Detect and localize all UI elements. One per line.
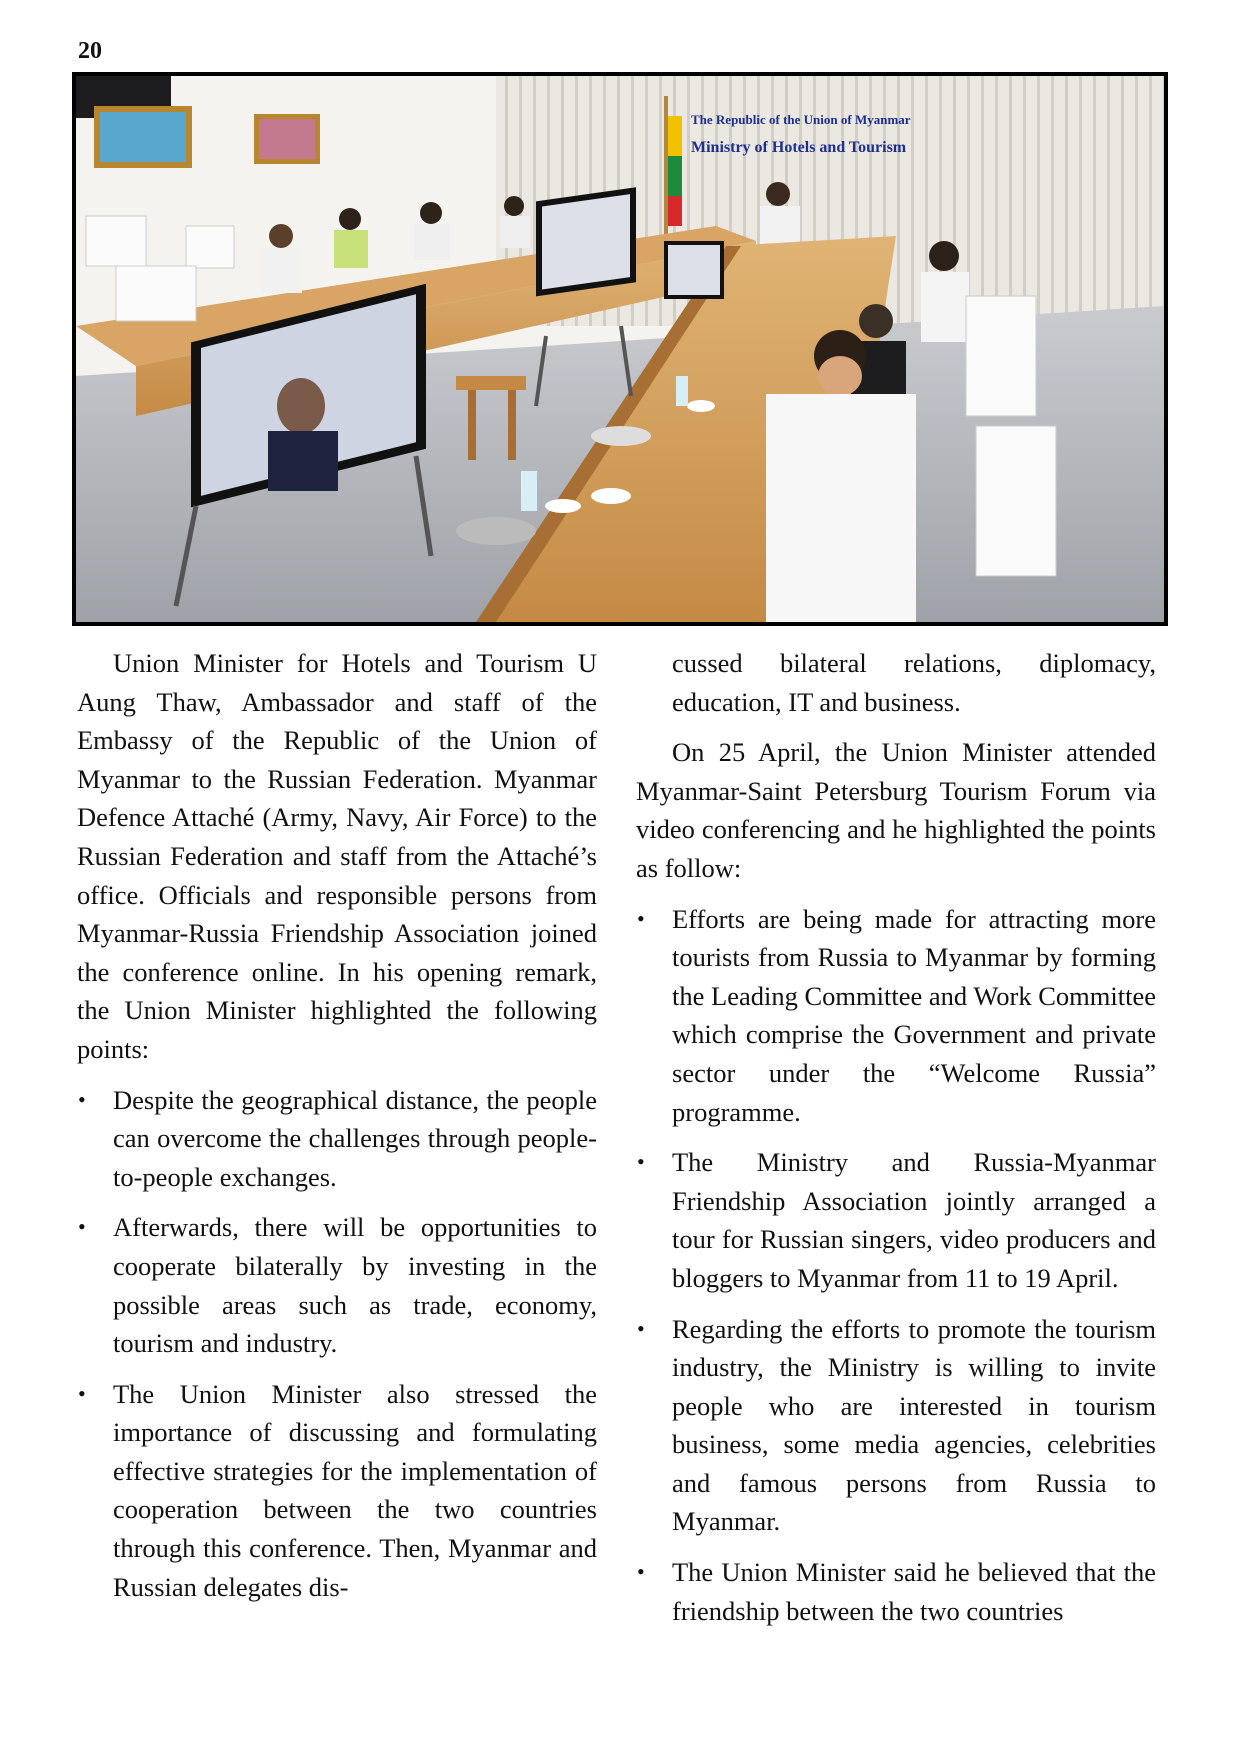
- list-item: [636, 1553, 1156, 1630]
- conference-room-illustration: [76, 76, 1164, 622]
- list-item: [636, 900, 1156, 1132]
- conference-photo: [72, 72, 1168, 626]
- forum-paragraph: On 25 April, the Union Minister attended Myanmar-Saint Petersburg Tourism Forum via video conferencing and he highlighted the points as follow:: [636, 737, 1156, 883]
- intro-paragraph: Union Minister for Hotels and Tourism U Aung Thaw, Ambassador and staff of the Embassy of the Republic of the Union of Myanmar to the Russian Federation. Myanmar Defence Attaché (Army, Navy, Air Force) to the Russian Federation and staff from the Attaché’s office. Officials and responsible persons from Myanmar-Russia Friendship Association joined the conference online. In his opening remark, the Union Minister highlighted the following points:: [77, 648, 597, 1064]
- bullet-icon: •: [78, 1380, 86, 1406]
- continuation-text: cussed bilateral relations, diplomacy, education, IT and business.: [672, 648, 1156, 717]
- sign-line-1: The Republic of the Union of Myanmar: [691, 112, 911, 127]
- list-item: [636, 1143, 1156, 1297]
- bullet-icon: •: [637, 1559, 645, 1585]
- bullet-icon: •: [637, 905, 645, 931]
- bullet-icon: •: [78, 1086, 86, 1112]
- list-item: [77, 1208, 597, 1362]
- right-column: [636, 644, 1156, 1642]
- forum-points: [636, 900, 1156, 1631]
- bullet-text: Afterwards, there will be opportunities to cooperate bilaterally by investing in the possible areas such as trade, economy, tourism and industry.: [113, 1212, 597, 1359]
- page-number: 20: [78, 38, 102, 64]
- left-column: [77, 644, 597, 1618]
- bullet-text: Regarding the efforts to promote the tourism industry, the Ministry is willing to invite people who are interested in tourism business, some media agencies, celebrities and famous persons from Russia to Myanmar.: [672, 1313, 1156, 1537]
- list-item: [77, 1081, 597, 1197]
- bullet-text: The Union Minister said he believed that the friendship between the two countries: [672, 1557, 1156, 1626]
- bullet-icon: •: [637, 1315, 645, 1341]
- bullet-text: Despite the geographical distance, the people can overcome the challenges through people-to-people exchanges.: [113, 1084, 597, 1192]
- opening-remark-points: [77, 1081, 597, 1607]
- list-item: [77, 1375, 597, 1607]
- sign-line-2: Ministry of Hotels and Tourism: [691, 139, 907, 156]
- list-item: [636, 1310, 1156, 1542]
- bullet-text: Efforts are being made for attracting more tourists from Russia to Myanmar by forming the Leading Committee and Work Committee which comprise the Government and private sector under the “Welcome Russia” programme.: [672, 903, 1156, 1127]
- bullet-text: The Union Minister also stressed the importance of discussing and formulating effective strategies for the implementation of cooperation between the two countries through this conference. Then, Myanmar and Russian delegates dis-: [113, 1378, 597, 1602]
- bullet-icon: •: [637, 1149, 645, 1175]
- bullet-text: The Ministry and Russia-Myanmar Friendship Association jointly arranged a tour for Russian singers, video producers and bloggers to Myanmar from 11 to 19 April.: [672, 1147, 1156, 1293]
- bullet-icon: •: [78, 1214, 86, 1240]
